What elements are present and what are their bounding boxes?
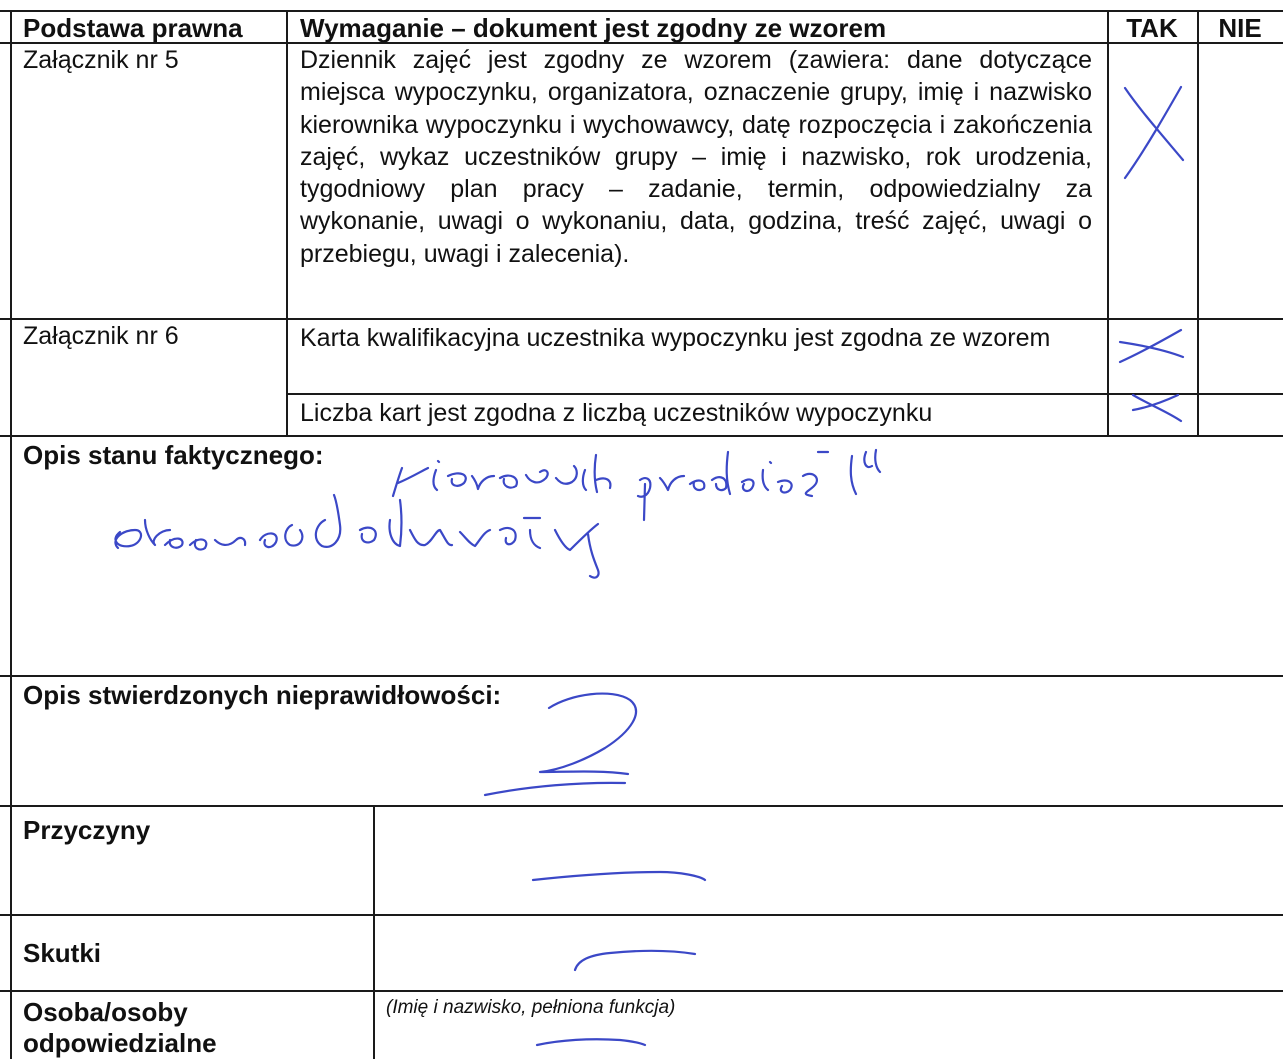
rule-col-yes bbox=[1107, 10, 1109, 436]
rule-top bbox=[0, 10, 1283, 12]
rule-effects-bottom bbox=[0, 990, 1283, 992]
row2-legal-basis: Załącznik nr 6 bbox=[23, 322, 179, 350]
rule-left bbox=[10, 10, 12, 1059]
rule-causes-bottom bbox=[0, 914, 1283, 916]
rule-col-no bbox=[1197, 10, 1199, 436]
row2-yes-check-mark bbox=[1120, 342, 1183, 357]
row1-yes-check-mark-stroke2 bbox=[1125, 87, 1181, 178]
causes-label: Przyczyny bbox=[23, 815, 151, 845]
responsible-label-line1: Osoba/osoby bbox=[23, 997, 188, 1027]
header-requirement: Wymaganie – dokument jest zgodny ze wzorem bbox=[300, 13, 887, 43]
row2-yes-check-mark-stroke2 bbox=[1120, 330, 1181, 362]
facts-handwriting-line2 bbox=[115, 495, 598, 578]
row3-requirement: Liczba kart jest zgodna z liczbą uczestników wypoczynku bbox=[300, 399, 933, 427]
effects-handwriting bbox=[575, 951, 695, 970]
header-legal-basis: Podstawa prawna bbox=[23, 13, 243, 43]
row3-yes-check-mark-stroke2 bbox=[1133, 395, 1178, 410]
responsible-handwriting bbox=[537, 1039, 645, 1045]
row1-yes-check-mark bbox=[1125, 88, 1183, 160]
rule-irregularities-bottom bbox=[0, 805, 1283, 807]
rule-col-requirement bbox=[286, 10, 288, 436]
row3-yes-check-mark bbox=[1133, 395, 1181, 421]
responsible-label-line2: odpowiedzialne bbox=[23, 1028, 217, 1058]
irregularities-handwriting bbox=[485, 694, 636, 795]
irregularities-label: Opis stwierdzonych nieprawidłowości: bbox=[23, 680, 502, 710]
rule-table-bottom bbox=[0, 435, 1283, 437]
facts-label: Opis stanu faktycznego: bbox=[23, 440, 324, 470]
row1-requirement: Dziennik zajęć jest zgodny ze wzorem (zawiera: dane dotyczące miejsca wypoczynku, organizatora, oznaczenie grupy, imię i nazwisko kierownika wypoczynku i wychowawcy, datę rozpoczęcia i zakończenia zajęć, wykaz uczestników grupy – imię i nazwisko, rok urodzenia, tygodniowy plan pracy – zadanie, termin, odpowiedzialny za wykonanie, uwagi o wykonaniu, data, godzina, treść zajęć, uwagi o przebiegu, uwagi i zalecenia). bbox=[300, 46, 1092, 268]
header-yes: TAK bbox=[1126, 13, 1178, 43]
rule-row2-bottom bbox=[287, 393, 1283, 395]
rule-lower-split bbox=[373, 805, 375, 1059]
rule-facts-bottom bbox=[0, 675, 1283, 677]
header-no: NIE bbox=[1218, 13, 1262, 43]
causes-handwriting bbox=[533, 872, 705, 880]
responsible-hint: (Imię i nazwisko, pełniona funkcja) bbox=[386, 997, 676, 1018]
facts-handwriting-line1 bbox=[393, 450, 880, 520]
row2-requirement: Karta kwalifikacyjna uczestnika wypoczynku jest zgodna ze wzorem bbox=[300, 324, 1051, 352]
row1-legal-basis: Załącznik nr 5 bbox=[23, 46, 179, 74]
effects-label: Skutki bbox=[23, 938, 102, 968]
